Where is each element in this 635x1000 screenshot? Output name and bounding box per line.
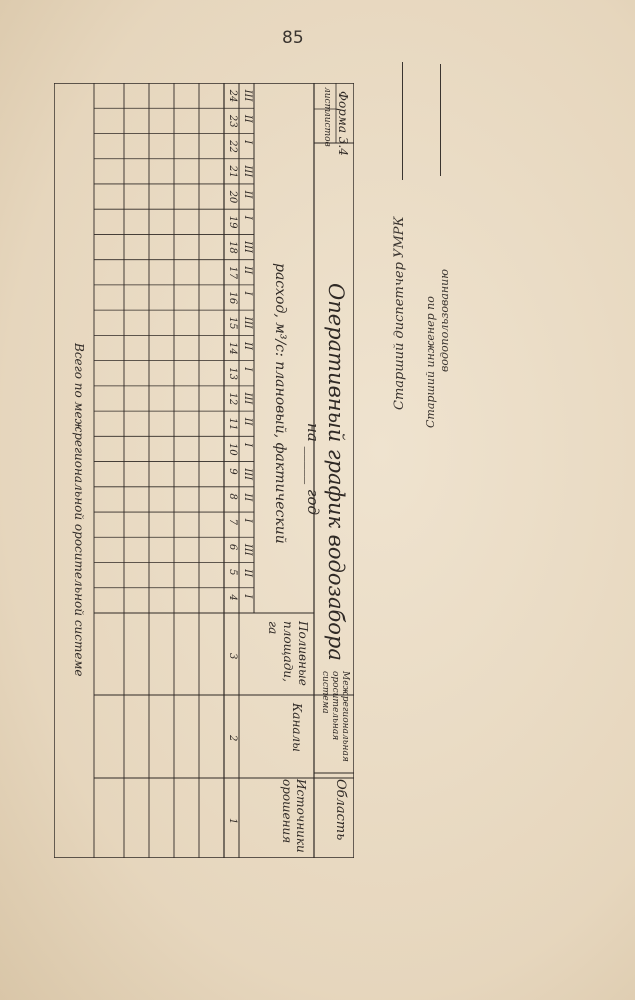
- column-number: 8: [227, 493, 238, 500]
- column-number: 2: [227, 735, 238, 742]
- sheets-label: листов: [322, 111, 332, 147]
- column-number: 11: [227, 417, 238, 431]
- canals-header: Каналы: [290, 703, 304, 752]
- column-number: 17: [227, 266, 238, 280]
- column-number: 18: [227, 241, 238, 254]
- decade-label: I: [242, 291, 253, 296]
- decade-label: III: [242, 165, 253, 178]
- column-number: 6: [227, 543, 238, 551]
- dispatcher-signature-label: Старший диспетчер УМРК: [392, 216, 407, 410]
- column-number: 14: [227, 342, 238, 355]
- engineer-signature-label-1: Старший инженер по: [424, 296, 437, 428]
- column-number: 21: [227, 165, 238, 179]
- page-number: 85: [282, 28, 304, 48]
- decade-label: III: [242, 468, 253, 481]
- decade-label: II: [242, 266, 253, 275]
- water-intake-form: [54, 83, 354, 858]
- form-title: Оперативный график водозабора: [324, 283, 348, 661]
- column-number: 19: [227, 215, 238, 229]
- system-label: Межрегиональная оросительная система: [320, 671, 350, 762]
- decade-label: II: [242, 190, 253, 199]
- flow-header: расход, м³/с: плановый, фактический: [272, 263, 288, 544]
- sources-header: Источники орошения: [280, 779, 308, 853]
- decade-label: II: [242, 493, 253, 502]
- column-number: 24: [227, 89, 238, 103]
- year-line: на _____ год: [304, 423, 322, 515]
- decade-label: I: [242, 442, 253, 447]
- column-number: 20: [227, 190, 238, 204]
- area-header: Поливные площади, га: [266, 621, 310, 686]
- decade-label: I: [242, 518, 253, 523]
- column-number: 4: [227, 594, 238, 601]
- column-number: 5: [227, 569, 238, 576]
- total-row-label: Всего по межрегиональной оросительной системе: [72, 343, 86, 677]
- column-number: 1: [227, 818, 238, 825]
- engineer-signature-label-2: водопользованию: [438, 269, 451, 372]
- decade-label: III: [242, 241, 253, 253]
- column-number: 10: [227, 442, 238, 456]
- decade-label: I: [242, 215, 253, 220]
- column-number: 13: [227, 367, 238, 380]
- column-number: 7: [227, 518, 238, 526]
- decade-label: I: [242, 140, 253, 145]
- column-number: 23: [227, 114, 238, 128]
- decade-label: I: [242, 367, 253, 372]
- decade-label: III: [242, 316, 253, 329]
- decade-label: III: [242, 543, 253, 556]
- form-number: Форма 3.4: [336, 91, 350, 156]
- sheet-label: лист: [322, 87, 332, 113]
- column-number: 16: [227, 291, 238, 305]
- dispatcher-signature-line: [402, 62, 403, 180]
- decade-label: III: [242, 89, 253, 102]
- decade-label: II: [242, 342, 253, 350]
- column-number: 22: [227, 140, 238, 153]
- decade-label: I: [242, 594, 253, 599]
- region-label: Область: [333, 779, 348, 841]
- decade-label: II: [242, 569, 253, 578]
- column-number: 3: [227, 653, 238, 660]
- decade-label: II: [242, 114, 253, 123]
- decade-label: II: [242, 417, 253, 426]
- decade-label: III: [242, 392, 253, 405]
- column-number: 15: [227, 316, 238, 330]
- column-number: 12: [227, 392, 238, 406]
- engineer-signature-line: [440, 64, 441, 176]
- column-number: 9: [227, 468, 238, 475]
